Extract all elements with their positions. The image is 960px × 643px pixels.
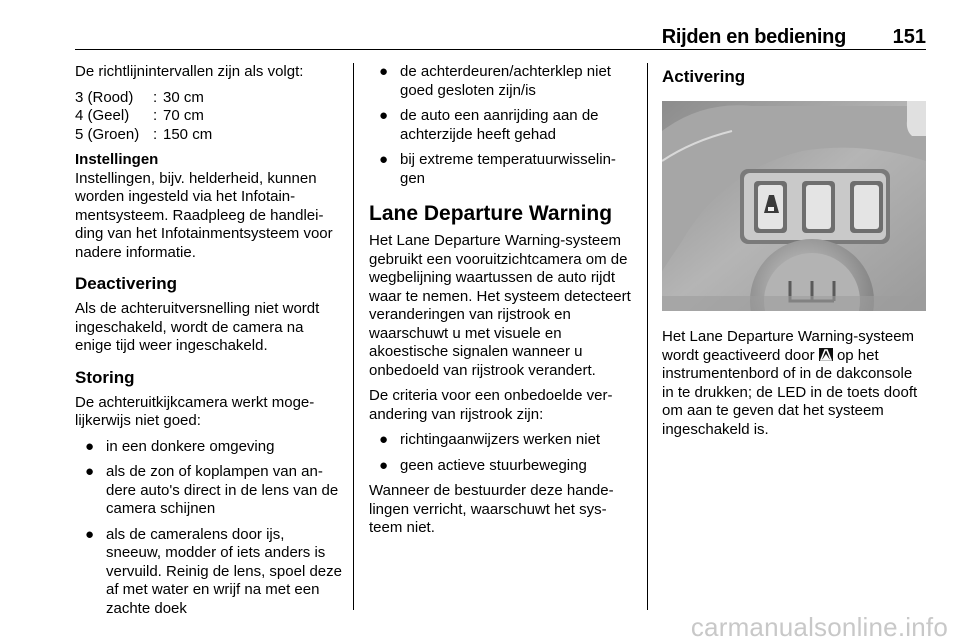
list-item: ● geen actieve stuurbeweging [379, 456, 587, 474]
intervals-table [75, 89, 342, 145]
bullet: ● [85, 463, 95, 480]
interval-label: 4 (Geel) [75, 107, 130, 124]
interval-label: 5 (Groen) [75, 125, 140, 143]
interval-sep: : [153, 107, 158, 124]
deactivation-text: Als de achteruitversnelling niet wordt ingeschakeld, wordt de camera na enige tijd weer ingeschakeld. [75, 300, 320, 354]
bullet: ● [379, 63, 389, 80]
criteria-list [369, 431, 632, 475]
list-item: ● als de zon of koplampen van andere auto's direct in de lens van de camera schijnen [85, 463, 339, 517]
interval-value: 30 cm [163, 88, 204, 106]
fault-heading: Storing [75, 367, 135, 387]
deactivation-heading: Deactivering [75, 274, 178, 293]
criteria-text: De criteria voor een onbedoelde verandering van rijstrook zijn: [369, 387, 613, 423]
bullet: ● [85, 525, 95, 543]
section-title: Rijden en bediening [661, 26, 846, 48]
bullet: ● [379, 456, 389, 474]
ldw-text: Het Lane Departure Warning-systeem gebruikt een vooruitzichtcamera om de wegbelijning waartussen de auto rijdt waar te nemen. Het systeem detecteert veranderingen van rijstrook en waarschuwt u met visuele en akoestische signalen wanneer u onbedoeld van rijstrook verandert. [369, 232, 631, 379]
ldw-heading: Lane Departure Warning [369, 202, 613, 225]
interval-value: 70 cm [163, 107, 204, 124]
interval-value: 150 cm [163, 125, 213, 143]
column-divider [353, 63, 354, 610]
interval-row [75, 107, 342, 126]
warning-text: Wanneer de bestuurder deze handelingen verricht, waarschuwt het systeem niet. [369, 482, 614, 536]
interval-label: 3 (Rood) [75, 88, 134, 106]
bullet: ● [379, 107, 389, 124]
header-rule [75, 49, 926, 50]
list-item: ● bij extreme temperatuurwisselingen [379, 151, 616, 187]
fault-list [75, 438, 342, 619]
activation-heading: Activering [662, 67, 746, 86]
list-item: ● de auto een aanrijding aan de achterzijde heeft gehad [379, 107, 599, 143]
fault-text: De achteruitkijkcamera werkt mogelijkerwijs niet goed: [75, 393, 315, 429]
list-item: ● in een donkere omgeving [85, 437, 275, 455]
intervals-intro: De richtlijnintervallen zijn als volgt: [75, 63, 304, 80]
page-number: 151 [892, 26, 926, 48]
bullet: ● [379, 151, 389, 168]
column-middle [369, 63, 632, 545]
bullet: ● [379, 431, 389, 448]
lane-departure-icon[interactable] [819, 348, 833, 361]
interval-row [75, 126, 342, 145]
fault-list-continued [369, 63, 632, 188]
column-left [75, 63, 342, 625]
list-item: ● richtingaanwijzers werken niet [379, 431, 601, 448]
column-right [662, 63, 926, 446]
list-item: ● als de cameralens door ijs, sneeuw, modder of iets anders is vervuild. Reinig de lens, spoel deze af met water en wrijf na met een zachte doek [85, 525, 342, 617]
interval-row [75, 89, 342, 108]
list-item: ● de achterdeuren/achterklep niet goed gesloten zijn/is [379, 63, 611, 99]
interval-sep: : [153, 88, 158, 106]
settings-heading: Instellingen [75, 151, 159, 168]
bullet: ● [85, 437, 95, 455]
watermark: carmanualsonline.info [690, 612, 948, 642]
page-header [75, 26, 926, 48]
interval-sep: : [153, 125, 158, 143]
dashboard-switch-photo [662, 101, 926, 311]
column-divider [647, 63, 648, 610]
activation-text: Het Lane Departure Warning-systeem wordt geactiveerd door op het instrumentenbord of in de dakconsole in te drukken; de LED in de toets dooft om aan te geven dat het systeem ingeschakeld is. [662, 328, 918, 438]
settings-text: Instellingen, bijv. helderheid, kunnen worden ingesteld via het Infotainmentsysteem. Raadpleeg de handleiding van het Infotainmentsysteem voor nadere informatie. [75, 169, 333, 261]
